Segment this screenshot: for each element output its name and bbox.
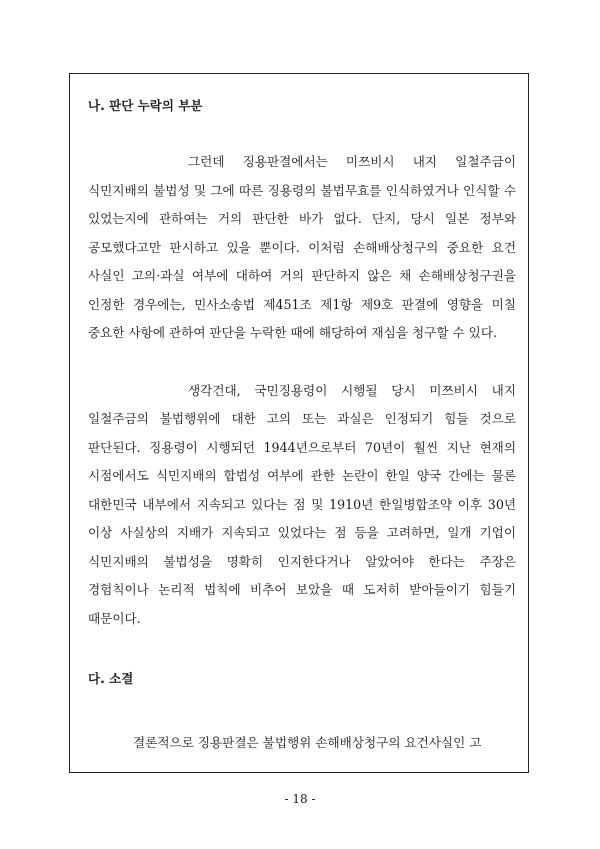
paragraph-omission-judgment: 그런데 징용판결에서는 미쯔비시 내지 일철주금이 식민지배의 불법성 및 그에 따른 징용령의 불법무효를 인식하였거나 인식할 수 있었는지에 관하여는 거의 판단한 바가 없다. 단지, 당시 일본 정부와 공모했다고만 판시하고 있을 뿐이다. 이처럼 손해배상청구의 중요한 요건 사실인 고의·과실 여부에 대하여 거의 판단하지 않은 채 손해배상청구권을 인정한 경우에는, 민사소송법 제451조 제1항 제9호 판결에 영향을 미칠 중요한 사항에 관하여 판단을 누락한 때에 해당하여 재심을 청구할 수 있다. (88, 154, 516, 340)
section-heading-da: 다. 소결 (88, 671, 134, 686)
page-number: - 18 - (284, 792, 316, 806)
document-frame (69, 73, 529, 773)
paragraph-intent-negligence: 생각건대, 국민징용령이 시행될 당시 미쯔비시 내지 일철주금의 불법행위에 대한 고의 또는 과실은 인정되기 힘들 것으로 판단된다. 징용령이 시행되던 1944년으로부터 70년이 훨씬 지난 현재의 시점에서도 식민지배의 합법성 여부에 관한 논란이 한일 양국 간에는 물론 대한민국 내부에서 지속되고 있다는 점 및 1910년 한일병합조약 이후 30년 이상 사실상의 지배가 지속되고 있었다는 점 등을 고려하면, 일개 기업이 식민지배의 불법성을 명확히 인지한다거나 알았어야 한다는 주장은 경험칙이나 논리적 법칙에 비추어 보았을 때 도저히 받아들이기 힘들기 때문이다. (88, 382, 516, 626)
section-heading-na: 나. 판단 누락의 부분 (88, 98, 203, 113)
paragraph-conclusion: 결론적으로 징용판결은 불법행위 손해배상청구의 요건사실인 고 (133, 735, 482, 750)
